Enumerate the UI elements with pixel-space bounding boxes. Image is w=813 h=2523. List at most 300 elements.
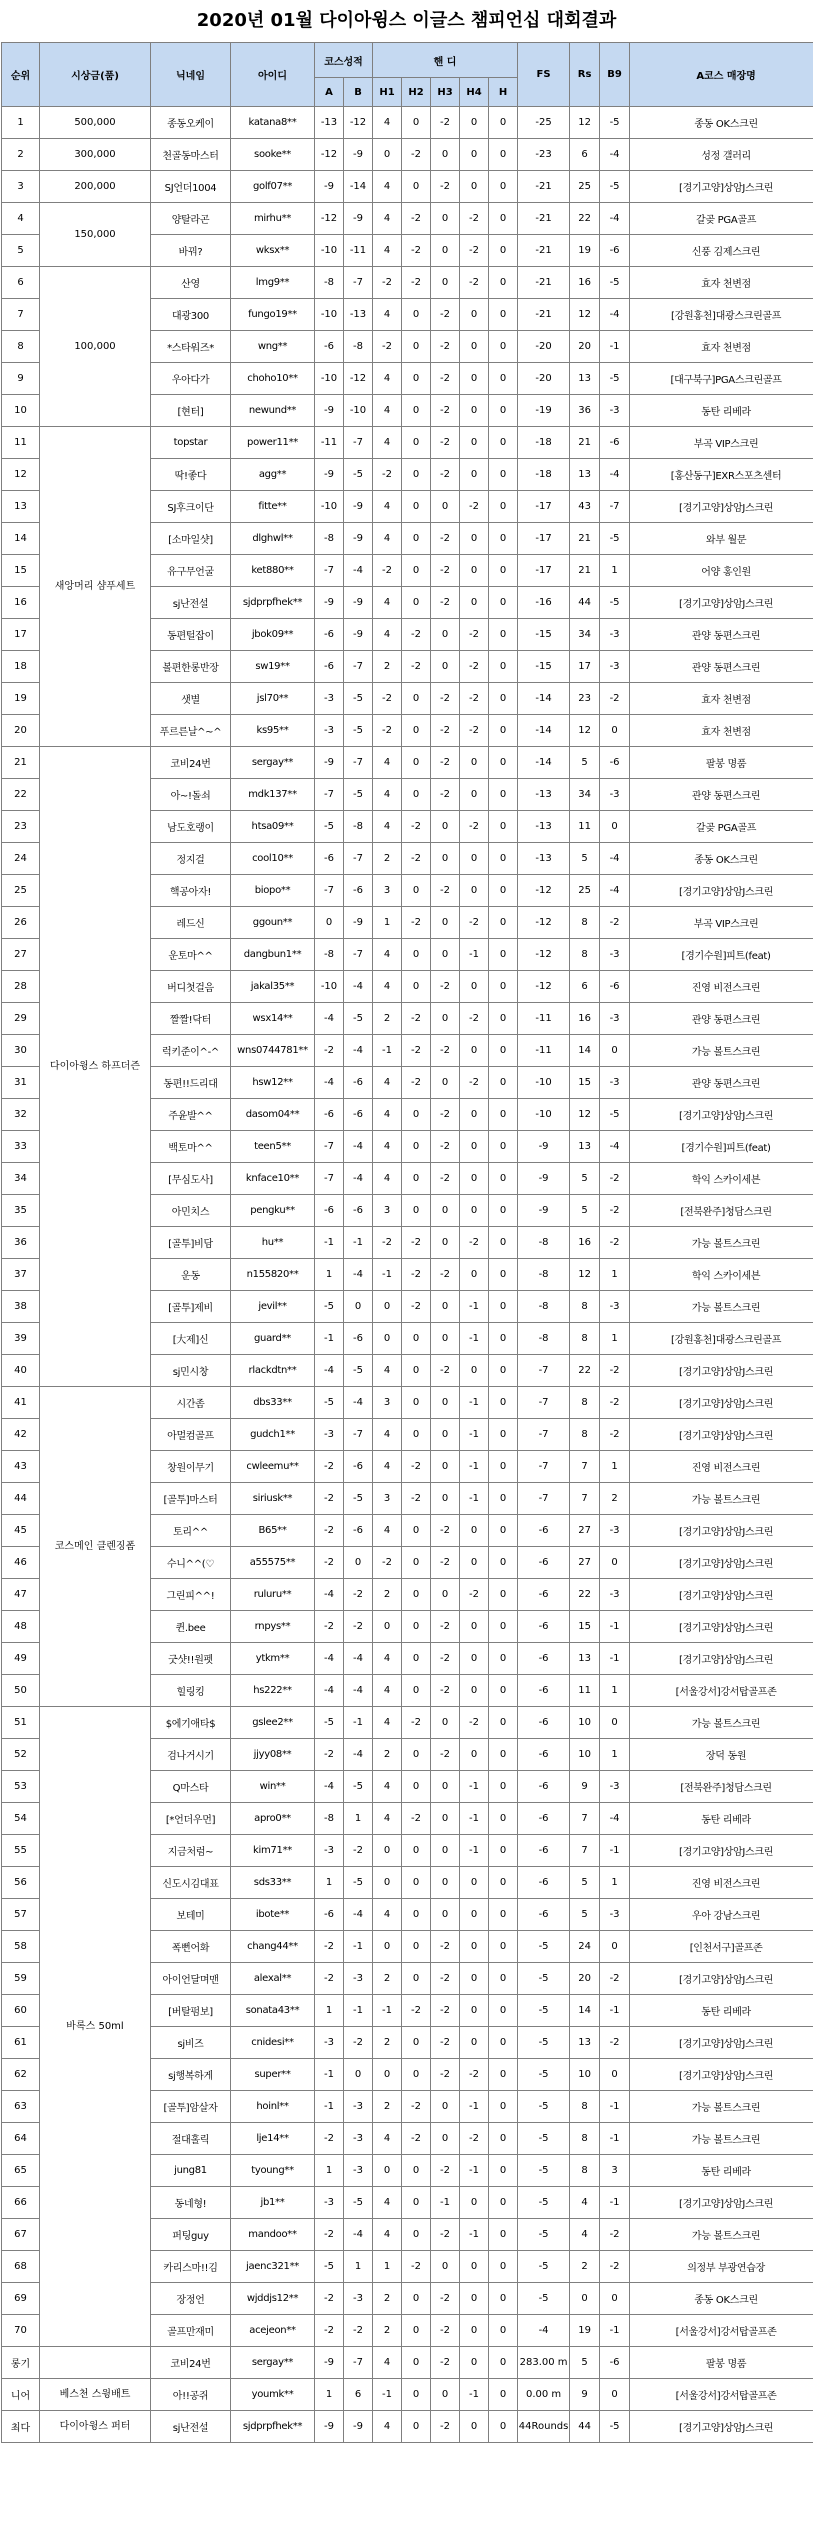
cell-store: 종동 OK스크린 — [630, 107, 813, 139]
cell-id: mdk137** — [231, 779, 315, 811]
cell-id: cool10** — [231, 843, 315, 875]
cell-store: [경기고양]상암J스크린 — [630, 1515, 813, 1547]
cell-h4: 0 — [460, 1131, 489, 1163]
cell-h: 0 — [489, 939, 518, 971]
cell-rank: 39 — [2, 1323, 40, 1355]
cell-a: -5 — [315, 1291, 344, 1323]
cell-nickname: 골프만재미 — [151, 2315, 231, 2347]
cell-h: 0 — [489, 1803, 518, 1835]
cell-h1: 4 — [373, 1355, 402, 1387]
cell-h3: 0 — [431, 1419, 460, 1451]
cell-h3: -2 — [431, 2283, 460, 2315]
cell-h3: -2 — [431, 171, 460, 203]
table-row — [2, 2379, 813, 2411]
cell-h3: 0 — [431, 1707, 460, 1739]
cell-fs: 0.00 m — [518, 2379, 570, 2411]
cell-nickname: 양탈라곤 — [151, 203, 231, 235]
cell-rank: 42 — [2, 1419, 40, 1451]
cell-b: -6 — [344, 1451, 373, 1483]
cell-prize: 100,000 — [40, 267, 151, 427]
cell-a: -2 — [315, 1035, 344, 1067]
cell-b9: -4 — [600, 1803, 630, 1835]
col-store: A코스 매장명 — [630, 43, 813, 107]
cell-a: -11 — [315, 427, 344, 459]
cell-nickname: [*언더우먼] — [151, 1803, 231, 1835]
cell-h2: 0 — [402, 1643, 431, 1675]
cell-prize — [40, 2347, 151, 2379]
cell-b: -3 — [344, 2091, 373, 2123]
cell-b: -7 — [344, 267, 373, 299]
cell-rs: 10 — [570, 1739, 600, 1771]
cell-b9: -4 — [600, 203, 630, 235]
cell-h3: 0 — [431, 1387, 460, 1419]
cell-h1: 0 — [373, 1931, 402, 1963]
cell-store: [경기고양]상암J스크린 — [630, 587, 813, 619]
cell-store: 관양 동편스크린 — [630, 1067, 813, 1099]
cell-h4: -1 — [460, 1387, 489, 1419]
cell-h2: 0 — [402, 1387, 431, 1419]
cell-nickname: 보테미 — [151, 1899, 231, 1931]
cell-fs: -18 — [518, 427, 570, 459]
cell-h2: 0 — [402, 2347, 431, 2379]
cell-rs: 13 — [570, 2027, 600, 2059]
cell-b: -9 — [344, 203, 373, 235]
cell-fs: -20 — [518, 331, 570, 363]
cell-b9: 0 — [600, 1707, 630, 1739]
cell-store: 동탄 리베라 — [630, 395, 813, 427]
cell-nickname: 운동 — [151, 1259, 231, 1291]
cell-rs: 25 — [570, 171, 600, 203]
cell-a: -6 — [315, 1899, 344, 1931]
cell-h2: -2 — [402, 1035, 431, 1067]
cell-a: -2 — [315, 1483, 344, 1515]
cell-fs: -6 — [518, 1579, 570, 1611]
cell-rs: 8 — [570, 1323, 600, 1355]
cell-h4: -2 — [460, 267, 489, 299]
cell-b9: -4 — [600, 1131, 630, 1163]
results-table — [1, 42, 813, 2443]
cell-store: 관양 동편스크린 — [630, 779, 813, 811]
cell-h4: 0 — [460, 523, 489, 555]
cell-h4: 0 — [460, 171, 489, 203]
cell-id: jevil** — [231, 1291, 315, 1323]
cell-fs: -19 — [518, 395, 570, 427]
cell-h2: -2 — [402, 139, 431, 171]
cell-rank: 12 — [2, 459, 40, 491]
cell-h1: -1 — [373, 1035, 402, 1067]
cell-h: 0 — [489, 1515, 518, 1547]
cell-b9: -6 — [600, 971, 630, 1003]
cell-rank: 67 — [2, 2219, 40, 2251]
cell-b: -5 — [344, 1771, 373, 1803]
cell-rs: 7 — [570, 1483, 600, 1515]
cell-h1: 0 — [373, 1611, 402, 1643]
cell-fs: 283.00 m — [518, 2347, 570, 2379]
cell-rank: 48 — [2, 1611, 40, 1643]
cell-rank: 40 — [2, 1355, 40, 1387]
cell-nickname: [골투]암살자 — [151, 2091, 231, 2123]
cell-rank: 15 — [2, 555, 40, 587]
cell-id: newund** — [231, 395, 315, 427]
cell-rank: 23 — [2, 811, 40, 843]
cell-fs: -5 — [518, 2059, 570, 2091]
cell-rank: 22 — [2, 779, 40, 811]
cell-a: -6 — [315, 843, 344, 875]
cell-b9: -3 — [600, 939, 630, 971]
cell-a: -7 — [315, 779, 344, 811]
cell-h3: 0 — [431, 1771, 460, 1803]
cell-nickname: [현터] — [151, 395, 231, 427]
cell-store: 가능 볼트스크린 — [630, 2123, 813, 2155]
cell-h: 0 — [489, 299, 518, 331]
cell-rank: 30 — [2, 1035, 40, 1067]
cell-h1: 4 — [373, 1163, 402, 1195]
cell-nickname: 아!!공쥐 — [151, 2379, 231, 2411]
cell-h4: 0 — [460, 2347, 489, 2379]
cell-rank: 21 — [2, 747, 40, 779]
cell-rank: 58 — [2, 1931, 40, 1963]
cell-fs: -5 — [518, 1931, 570, 1963]
cell-h2: 0 — [402, 2187, 431, 2219]
cell-id: katana8** — [231, 107, 315, 139]
cell-h1: 0 — [373, 1867, 402, 1899]
cell-h3: -2 — [431, 1611, 460, 1643]
cell-b: -4 — [344, 1899, 373, 1931]
cell-fs: -4 — [518, 2315, 570, 2347]
cell-h1: 2 — [373, 843, 402, 875]
cell-h3: 0 — [431, 1579, 460, 1611]
cell-h4: -2 — [460, 1227, 489, 1259]
cell-store: 가능 볼트스크린 — [630, 2219, 813, 2251]
cell-h4: 0 — [460, 2187, 489, 2219]
cell-rank: 9 — [2, 363, 40, 395]
cell-id: hu** — [231, 1227, 315, 1259]
cell-h2: 0 — [402, 683, 431, 715]
cell-rank: 69 — [2, 2283, 40, 2315]
cell-h1: 4 — [373, 363, 402, 395]
cell-fs: -11 — [518, 1003, 570, 1035]
cell-a: -8 — [315, 1803, 344, 1835]
cell-nickname: [버탈펌보] — [151, 1995, 231, 2027]
cell-h1: -2 — [373, 715, 402, 747]
cell-h3: -2 — [431, 1995, 460, 2027]
cell-b: -4 — [344, 2219, 373, 2251]
cell-id: alexal** — [231, 1963, 315, 1995]
cell-fs: -9 — [518, 1195, 570, 1227]
cell-fs: -5 — [518, 2187, 570, 2219]
cell-h: 0 — [489, 715, 518, 747]
cell-h: 0 — [489, 1899, 518, 1931]
cell-rs: 8 — [570, 939, 600, 971]
cell-h4: -2 — [460, 1003, 489, 1035]
cell-rank: 6 — [2, 267, 40, 299]
cell-a: -6 — [315, 331, 344, 363]
cell-b9: -1 — [600, 1995, 630, 2027]
cell-h1: 4 — [373, 2411, 402, 2443]
cell-b9: -1 — [600, 2187, 630, 2219]
cell-a: -2 — [315, 1547, 344, 1579]
cell-id: chang44** — [231, 1931, 315, 1963]
cell-b: -4 — [344, 1035, 373, 1067]
cell-store: 팔봉 명품 — [630, 2347, 813, 2379]
cell-h1: 4 — [373, 1707, 402, 1739]
table-row — [2, 171, 813, 203]
cell-rank: 25 — [2, 875, 40, 907]
cell-b9: -2 — [600, 2219, 630, 2251]
cell-h2: 0 — [402, 1611, 431, 1643]
cell-h1: 4 — [373, 427, 402, 459]
cell-b9: -5 — [600, 2411, 630, 2443]
cell-h: 0 — [489, 619, 518, 651]
cell-h3: -2 — [431, 395, 460, 427]
cell-a: 1 — [315, 2379, 344, 2411]
cell-store: 효자 천변점 — [630, 715, 813, 747]
cell-fs: -8 — [518, 1291, 570, 1323]
cell-a: -1 — [315, 2091, 344, 2123]
cell-store: [서울강서]강서탑골프존 — [630, 2315, 813, 2347]
cell-h: 0 — [489, 1323, 518, 1355]
cell-fs: -5 — [518, 2027, 570, 2059]
col-nickname: 닉네임 — [151, 43, 231, 107]
cell-h2: 0 — [402, 2219, 431, 2251]
cell-rs: 12 — [570, 299, 600, 331]
cell-nickname: 창원이무기 — [151, 1451, 231, 1483]
cell-h1: 4 — [373, 1675, 402, 1707]
cell-id: hoinl** — [231, 2091, 315, 2123]
cell-h3: 0 — [431, 619, 460, 651]
cell-fs: -17 — [518, 523, 570, 555]
cell-b9: -2 — [600, 2027, 630, 2059]
cell-h4: 0 — [460, 1899, 489, 1931]
cell-b9: 0 — [600, 2379, 630, 2411]
cell-h: 0 — [489, 203, 518, 235]
cell-a: -2 — [315, 1451, 344, 1483]
cell-h: 0 — [489, 2411, 518, 2443]
cell-h4: -2 — [460, 1579, 489, 1611]
cell-rank: 62 — [2, 2059, 40, 2091]
cell-b9: 3 — [600, 2155, 630, 2187]
cell-h4: 0 — [460, 1867, 489, 1899]
cell-h: 0 — [489, 1707, 518, 1739]
cell-rank: 니어 — [2, 2379, 40, 2411]
cell-h: 0 — [489, 747, 518, 779]
cell-h2: 0 — [402, 2155, 431, 2187]
cell-h2: 0 — [402, 1099, 431, 1131]
cell-h2: -2 — [402, 1003, 431, 1035]
cell-a: -4 — [315, 1643, 344, 1675]
cell-fs: 44Rounds — [518, 2411, 570, 2443]
cell-id: sjdprpfhek** — [231, 587, 315, 619]
cell-nickname: [골투]비담 — [151, 1227, 231, 1259]
cell-id: wjddjs12** — [231, 2283, 315, 2315]
cell-id: fungo19** — [231, 299, 315, 331]
cell-h2: -2 — [402, 1451, 431, 1483]
cell-h2: 0 — [402, 459, 431, 491]
cell-fs: -5 — [518, 1995, 570, 2027]
cell-rs: 11 — [570, 811, 600, 843]
cell-nickname: 코비24번 — [151, 2347, 231, 2379]
cell-b9: -5 — [600, 523, 630, 555]
cell-b: -7 — [344, 651, 373, 683]
cell-rs: 8 — [570, 1419, 600, 1451]
cell-h: 0 — [489, 1387, 518, 1419]
cell-nickname: 유구무언굴 — [151, 555, 231, 587]
table-row — [2, 1707, 813, 1739]
cell-store: [경기고양]상암J스크린 — [630, 1355, 813, 1387]
cell-nickname: [大제]신 — [151, 1323, 231, 1355]
cell-id: sjdprpfhek** — [231, 2411, 315, 2443]
cell-fs: -21 — [518, 171, 570, 203]
cell-fs: -5 — [518, 2283, 570, 2315]
cell-h3: -2 — [431, 779, 460, 811]
cell-h4: 0 — [460, 1259, 489, 1291]
cell-a: -9 — [315, 171, 344, 203]
cell-b9: 0 — [600, 811, 630, 843]
cell-b9: -4 — [600, 459, 630, 491]
cell-h4: 0 — [460, 331, 489, 363]
cell-b9: -2 — [600, 1355, 630, 1387]
cell-store: 어양 홍인원 — [630, 555, 813, 587]
cell-b: -6 — [344, 1099, 373, 1131]
cell-a: -3 — [315, 2187, 344, 2219]
cell-h1: 4 — [373, 1131, 402, 1163]
cell-b9: -1 — [600, 331, 630, 363]
cell-b9: -4 — [600, 299, 630, 331]
cell-h3: -2 — [431, 683, 460, 715]
cell-h2: 0 — [402, 1515, 431, 1547]
cell-store: 진영 비전스크린 — [630, 1867, 813, 1899]
cell-a: -4 — [315, 1067, 344, 1099]
cell-h1: -2 — [373, 555, 402, 587]
cell-rank: 17 — [2, 619, 40, 651]
cell-b: -5 — [344, 2187, 373, 2219]
cell-store: 학익 스카이세븐 — [630, 1259, 813, 1291]
cell-h: 0 — [489, 1291, 518, 1323]
cell-id: sergay** — [231, 2347, 315, 2379]
cell-fs: -14 — [518, 715, 570, 747]
cell-id: sw19** — [231, 651, 315, 683]
cell-a: -3 — [315, 1835, 344, 1867]
cell-h3: -2 — [431, 1259, 460, 1291]
cell-rs: 8 — [570, 2123, 600, 2155]
cell-h3: 0 — [431, 1227, 460, 1259]
cell-b9: -1 — [600, 2091, 630, 2123]
cell-b: -3 — [344, 1963, 373, 1995]
cell-b9: 0 — [600, 1035, 630, 1067]
table-row — [2, 139, 813, 171]
cell-prize: 바록스 50ml — [40, 1707, 151, 2347]
cell-h1: 0 — [373, 1291, 402, 1323]
cell-store: [강원홍천]대광스크린골프 — [630, 299, 813, 331]
cell-nickname: jung81 — [151, 2155, 231, 2187]
cell-a: -10 — [315, 971, 344, 1003]
cell-h1: 4 — [373, 939, 402, 971]
cell-rs: 11 — [570, 1675, 600, 1707]
cell-h: 0 — [489, 235, 518, 267]
cell-h2: 0 — [402, 971, 431, 1003]
cell-rank: 57 — [2, 1899, 40, 1931]
cell-h2: -2 — [402, 235, 431, 267]
cell-h2: 0 — [402, 779, 431, 811]
cell-h2: 0 — [402, 555, 431, 587]
cell-h2: 0 — [402, 107, 431, 139]
cell-nickname: topstar — [151, 427, 231, 459]
cell-h1: 4 — [373, 1643, 402, 1675]
cell-a: -3 — [315, 683, 344, 715]
cell-h4: 0 — [460, 1547, 489, 1579]
cell-h: 0 — [489, 1035, 518, 1067]
cell-h3: 0 — [431, 1899, 460, 1931]
cell-id: ggoun** — [231, 907, 315, 939]
cell-rank: 44 — [2, 1483, 40, 1515]
cell-rs: 4 — [570, 2219, 600, 2251]
cell-store: [경기고양]상암J스크린 — [630, 2187, 813, 2219]
cell-h1: 2 — [373, 2283, 402, 2315]
cell-h: 0 — [489, 331, 518, 363]
cell-h2: 0 — [402, 1931, 431, 1963]
cell-store: [경기고양]상암J스크린 — [630, 1643, 813, 1675]
cell-a: 1 — [315, 1867, 344, 1899]
cell-b9: -2 — [600, 907, 630, 939]
cell-store: 관양 동편스크린 — [630, 1003, 813, 1035]
cell-h1: 2 — [373, 1963, 402, 1995]
cell-fs: -6 — [518, 1835, 570, 1867]
cell-h2: 0 — [402, 1355, 431, 1387]
cell-store: [경기고양]상암J스크린 — [630, 1963, 813, 1995]
cell-h1: 4 — [373, 747, 402, 779]
cell-b9: -5 — [600, 363, 630, 395]
cell-h3: 0 — [431, 2251, 460, 2283]
cell-nickname: 산영 — [151, 267, 231, 299]
cell-rs: 10 — [570, 2059, 600, 2091]
cell-fs: -8 — [518, 1323, 570, 1355]
cell-store: [강원홍천]대광스크린골프 — [630, 1323, 813, 1355]
cell-store: 가능 볼트스크린 — [630, 1291, 813, 1323]
cell-h1: 4 — [373, 523, 402, 555]
cell-h4: 0 — [460, 1611, 489, 1643]
cell-h2: 0 — [402, 299, 431, 331]
cell-b9: -3 — [600, 1003, 630, 1035]
cell-h3: -1 — [431, 2187, 460, 2219]
cell-nickname: 코비24번 — [151, 747, 231, 779]
cell-store: 효자 천변점 — [630, 683, 813, 715]
cell-h2: -2 — [402, 267, 431, 299]
cell-b: -3 — [344, 2155, 373, 2187]
cell-h1: 1 — [373, 2251, 402, 2283]
cell-h4: -2 — [460, 2123, 489, 2155]
cell-rank: 8 — [2, 331, 40, 363]
cell-store: 가능 볼트스크린 — [630, 1227, 813, 1259]
cell-store: [경기고양]상암J스크린 — [630, 2027, 813, 2059]
cell-h: 0 — [489, 2347, 518, 2379]
cell-h4: -2 — [460, 235, 489, 267]
cell-h1: 0 — [373, 139, 402, 171]
col-a: A — [315, 78, 344, 107]
cell-b: -6 — [344, 1515, 373, 1547]
cell-h1: 4 — [373, 107, 402, 139]
cell-b: 1 — [344, 1803, 373, 1835]
cell-rs: 21 — [570, 523, 600, 555]
cell-h4: -1 — [460, 1771, 489, 1803]
cell-b9: -5 — [600, 267, 630, 299]
cell-b: 1 — [344, 2251, 373, 2283]
cell-a: -9 — [315, 747, 344, 779]
cell-id: jakal35** — [231, 971, 315, 1003]
cell-id: agg** — [231, 459, 315, 491]
cell-a: -1 — [315, 1227, 344, 1259]
cell-a: -4 — [315, 1003, 344, 1035]
cell-h1: -1 — [373, 2379, 402, 2411]
